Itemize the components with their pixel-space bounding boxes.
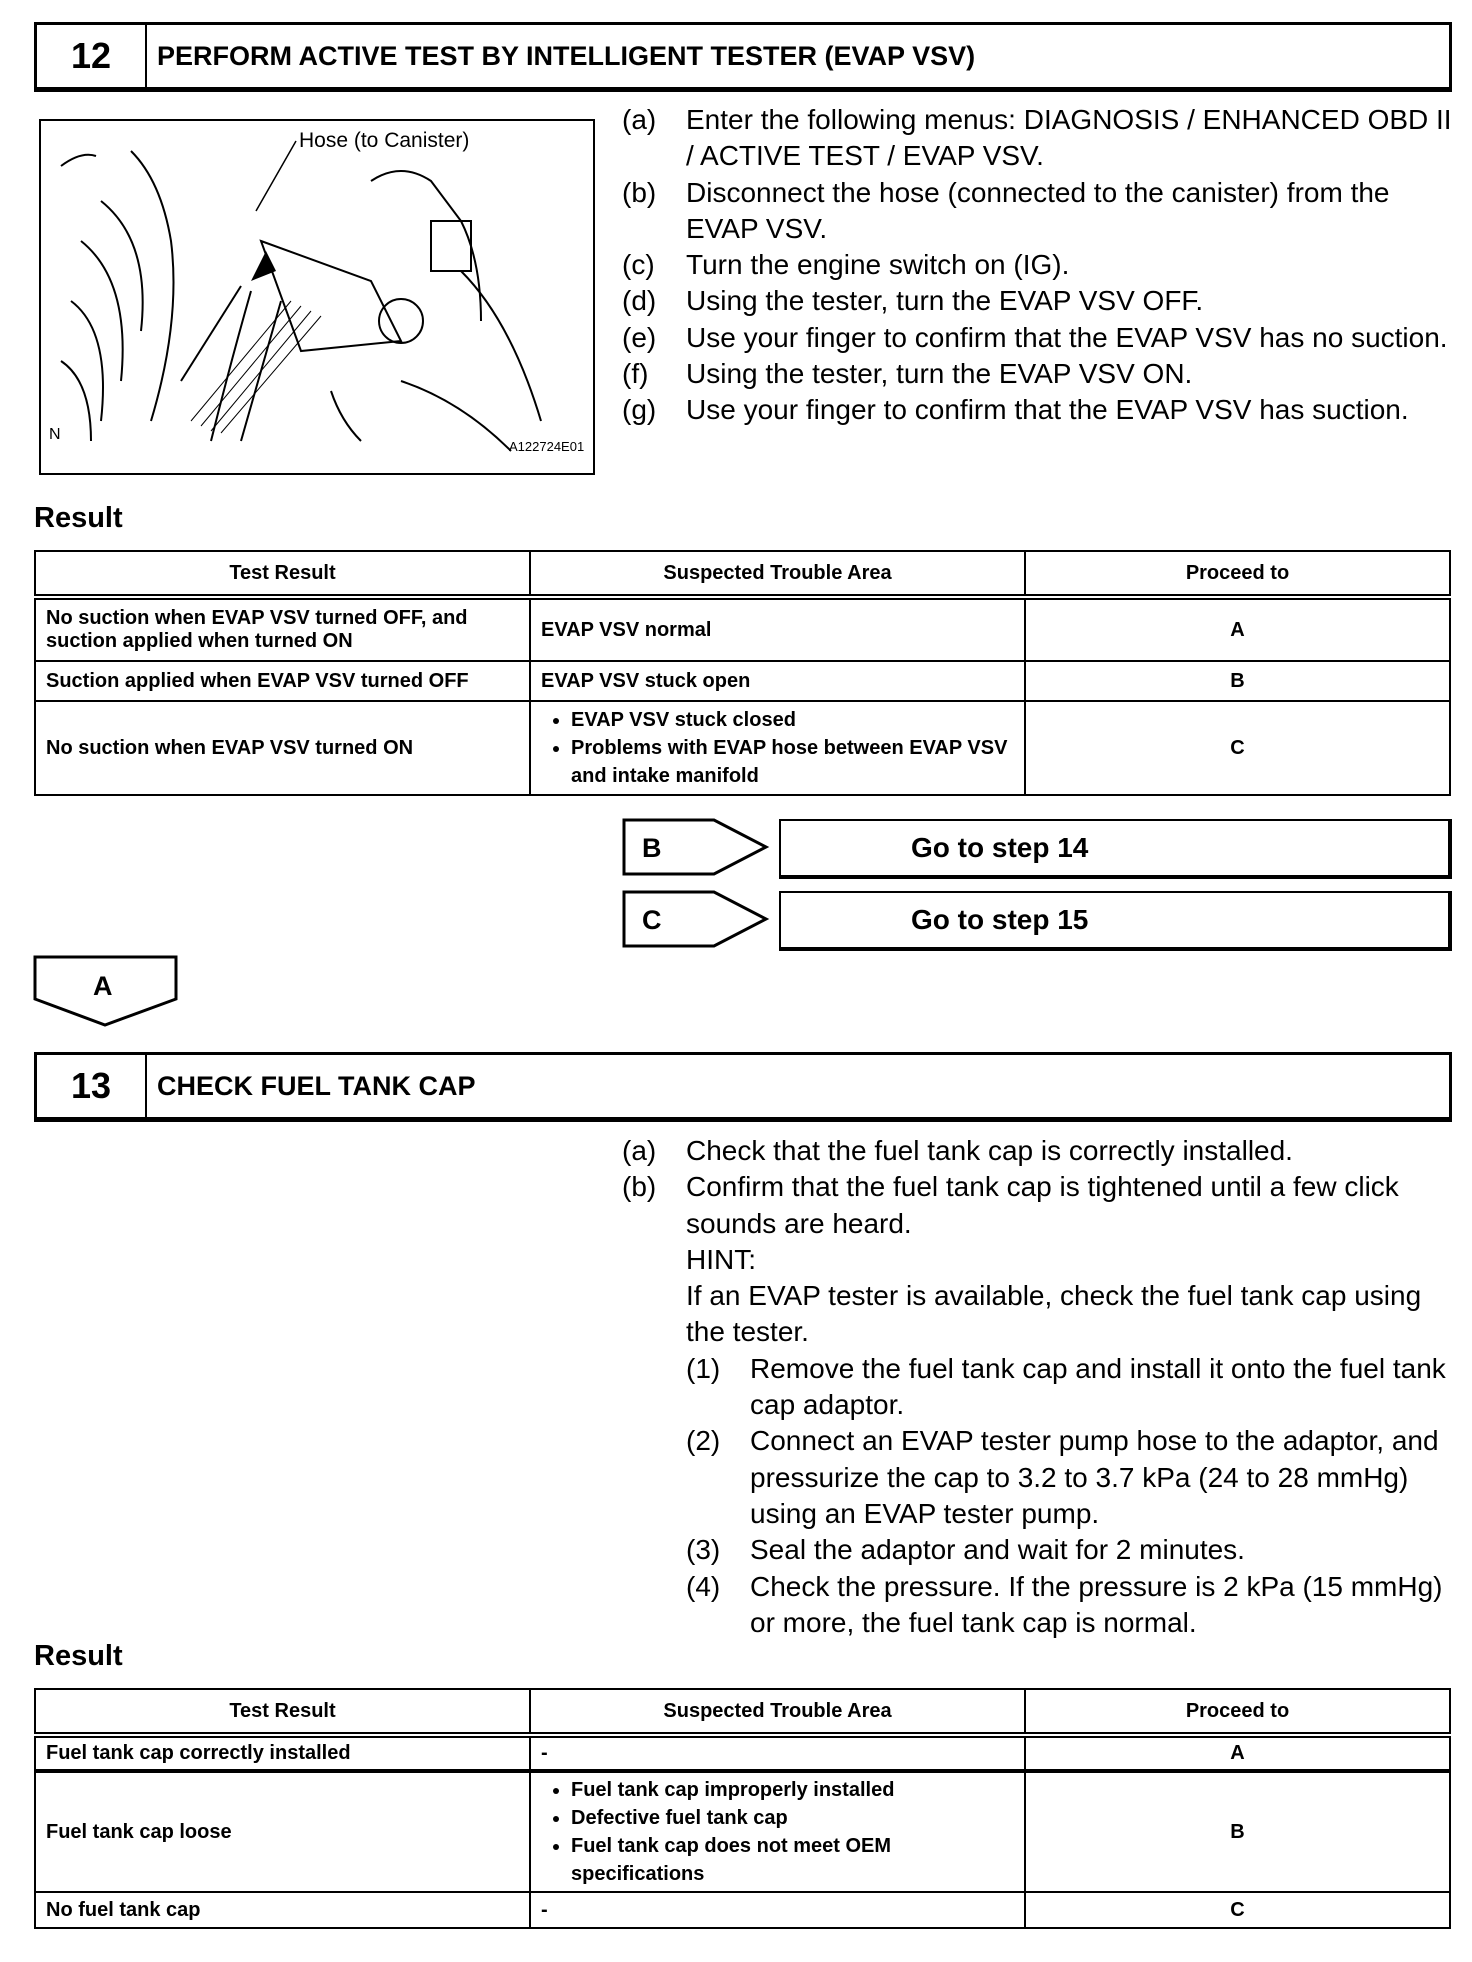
- result-table-12: [34, 550, 1451, 796]
- substep-text: Check the pressure. If the pressure is 2 kPa (15 mmHg) or more, the fuel tank cap is normal.: [750, 1570, 1443, 1638]
- step-label: (e): [622, 321, 657, 353]
- step-text: Check that the fuel tank cap is correctly installed.: [686, 1135, 1293, 1166]
- go-to-step-15[interactable]: Go to step 15: [779, 891, 1452, 951]
- test-result-cell: Fuel tank cap loose: [35, 1771, 530, 1892]
- instruction-d: [622, 283, 1452, 319]
- figure-corner-label: N: [49, 426, 61, 443]
- trouble-area-cell: -: [530, 1892, 1025, 1928]
- step-12-instructions: [622, 102, 1452, 429]
- trouble-area-item: • Fuel tank cap improperly installed: [571, 1776, 1014, 1804]
- hint-text: If an EVAP tester is available, check the fuel tank cap using the tester.: [686, 1280, 1422, 1348]
- continue-a-arrow: [33, 955, 181, 1029]
- trouble-area-item: • EVAP VSV stuck closed: [571, 706, 1014, 734]
- table-row: [35, 1892, 1450, 1928]
- result-heading: Result: [34, 1640, 123, 1672]
- step-12-header: [34, 22, 1452, 92]
- table-row: [35, 1771, 1450, 1892]
- step-label: (d): [622, 285, 657, 317]
- step-label: (a): [622, 1135, 657, 1166]
- substep-text: Connect an EVAP tester pump hose to the adaptor, and pressurize the cap to 3.2 to 3.7 kPa (24 to 28 mmHg) using an EVAP tester pump.: [750, 1425, 1439, 1529]
- trouble-area-cell: [530, 1771, 1025, 1892]
- instruction-g: [622, 392, 1452, 428]
- trouble-area-cell: EVAP VSV normal: [530, 597, 1025, 661]
- step-label: (c): [622, 249, 655, 281]
- hint-label: HINT:: [686, 1243, 756, 1275]
- trouble-area-item: • Problems with EVAP hose between EVAP VSV and intake manifold: [571, 734, 1014, 790]
- substep-text: Seal the adaptor and wait for 2 minutes.: [750, 1534, 1245, 1566]
- instruction-e: [622, 320, 1452, 356]
- step-text: Confirm that the fuel tank cap is tightened until a few click sounds are heard.: [686, 1171, 1399, 1239]
- figure-id: A122724E01: [509, 439, 585, 454]
- test-result-cell: No suction when EVAP VSV turned OFF, and suction applied when turned ON: [35, 597, 530, 661]
- step-13-header: [34, 1052, 1452, 1122]
- test-result-cell: Fuel tank cap correctly installed: [35, 1735, 530, 1771]
- branch-b-arrow: [622, 818, 772, 878]
- instruction-c: [622, 247, 1452, 283]
- branch-c-arrow: [622, 890, 772, 950]
- step-label: (g): [622, 394, 657, 426]
- table-row: [35, 701, 1450, 795]
- column-header: Test Result: [35, 1689, 530, 1735]
- step-text: Using the tester, turn the EVAP VSV ON.: [686, 358, 1193, 390]
- substep-label: (4): [686, 1570, 721, 1602]
- figure-callout: Hose (to Canister): [299, 129, 470, 152]
- substep-3: [686, 1532, 1452, 1568]
- column-header: Suspected Trouble Area: [530, 1689, 1025, 1735]
- engine-hose-drawing: [41, 121, 593, 473]
- step-title: CHECK FUEL TANK CAP: [157, 1071, 476, 1101]
- step-text: Use your finger to confirm that the EVAP VSV has suction.: [686, 394, 1409, 426]
- column-header: Proceed to: [1025, 551, 1450, 597]
- branch-label: B: [642, 833, 662, 863]
- trouble-area-item: • Fuel tank cap does not meet OEM specifications: [571, 1832, 1014, 1888]
- step-text: Enter the following menus: DIAGNOSIS / ENHANCED OBD II / ACTIVE TEST / EVAP VSV.: [686, 104, 1452, 172]
- substep-label: (3): [686, 1534, 721, 1566]
- substep-label: (2): [686, 1425, 721, 1457]
- step-label: (a): [622, 104, 657, 135]
- branch-label: A: [93, 971, 113, 1001]
- instruction-b: [622, 1169, 1452, 1641]
- trouble-area-cell: EVAP VSV stuck open: [530, 661, 1025, 701]
- instruction-b: [622, 175, 1452, 248]
- proceed-cell: B: [1025, 1771, 1450, 1892]
- instruction-a: [622, 1133, 1452, 1169]
- substep-text: Remove the fuel tank cap and install it onto the fuel tank cap adaptor.: [750, 1352, 1446, 1421]
- go-to-step-14[interactable]: Go to step 14: [779, 819, 1452, 879]
- substep-label: (1): [686, 1352, 721, 1384]
- table-row: [35, 597, 1450, 661]
- proceed-cell: A: [1025, 1735, 1450, 1771]
- step-13-instructions: [622, 1133, 1452, 1641]
- branch-label: C: [642, 905, 662, 935]
- trouble-area-item: • Defective fuel tank cap: [571, 1804, 1014, 1832]
- trouble-area-cell: [530, 701, 1025, 795]
- step-text: Using the tester, turn the EVAP VSV OFF.: [686, 285, 1204, 317]
- step-text: Turn the engine switch on (IG).: [686, 249, 1070, 281]
- step-title: PERFORM ACTIVE TEST BY INTELLIGENT TESTER (EVAP VSV): [157, 41, 976, 71]
- test-result-cell: No fuel tank cap: [35, 1892, 530, 1928]
- evap-vsv-illustration: [39, 119, 595, 475]
- test-result-cell: Suction applied when EVAP VSV turned OFF: [35, 661, 530, 701]
- instruction-a: [622, 102, 1452, 175]
- substep-1: [686, 1351, 1452, 1424]
- test-result-cell: No suction when EVAP VSV turned ON: [35, 701, 530, 795]
- proceed-cell: A: [1025, 597, 1450, 661]
- table-row: [35, 661, 1450, 701]
- proceed-cell: C: [1025, 701, 1450, 795]
- proceed-cell: C: [1025, 1892, 1450, 1928]
- step-label: (b): [622, 1171, 657, 1203]
- instruction-f: [622, 356, 1452, 392]
- column-header: Proceed to: [1025, 1689, 1450, 1735]
- result-table-13: [34, 1688, 1451, 1929]
- step-number: 13: [37, 1055, 147, 1117]
- step-label: (f): [622, 358, 649, 390]
- step-label: (b): [622, 176, 657, 208]
- table-row: [35, 1735, 1450, 1771]
- substep-2: [686, 1423, 1452, 1532]
- step-text: Disconnect the hose (connected to the canister) from the EVAP VSV.: [686, 176, 1390, 244]
- proceed-cell: B: [1025, 661, 1450, 701]
- trouble-area-cell: -: [530, 1735, 1025, 1771]
- result-heading: Result: [34, 502, 123, 534]
- step-text: Use your finger to confirm that the EVAP VSV has no suction.: [686, 321, 1448, 353]
- column-header: Suspected Trouble Area: [530, 551, 1025, 597]
- step-number: 12: [37, 25, 147, 87]
- column-header: Test Result: [35, 551, 530, 597]
- substep-4: [686, 1569, 1452, 1642]
